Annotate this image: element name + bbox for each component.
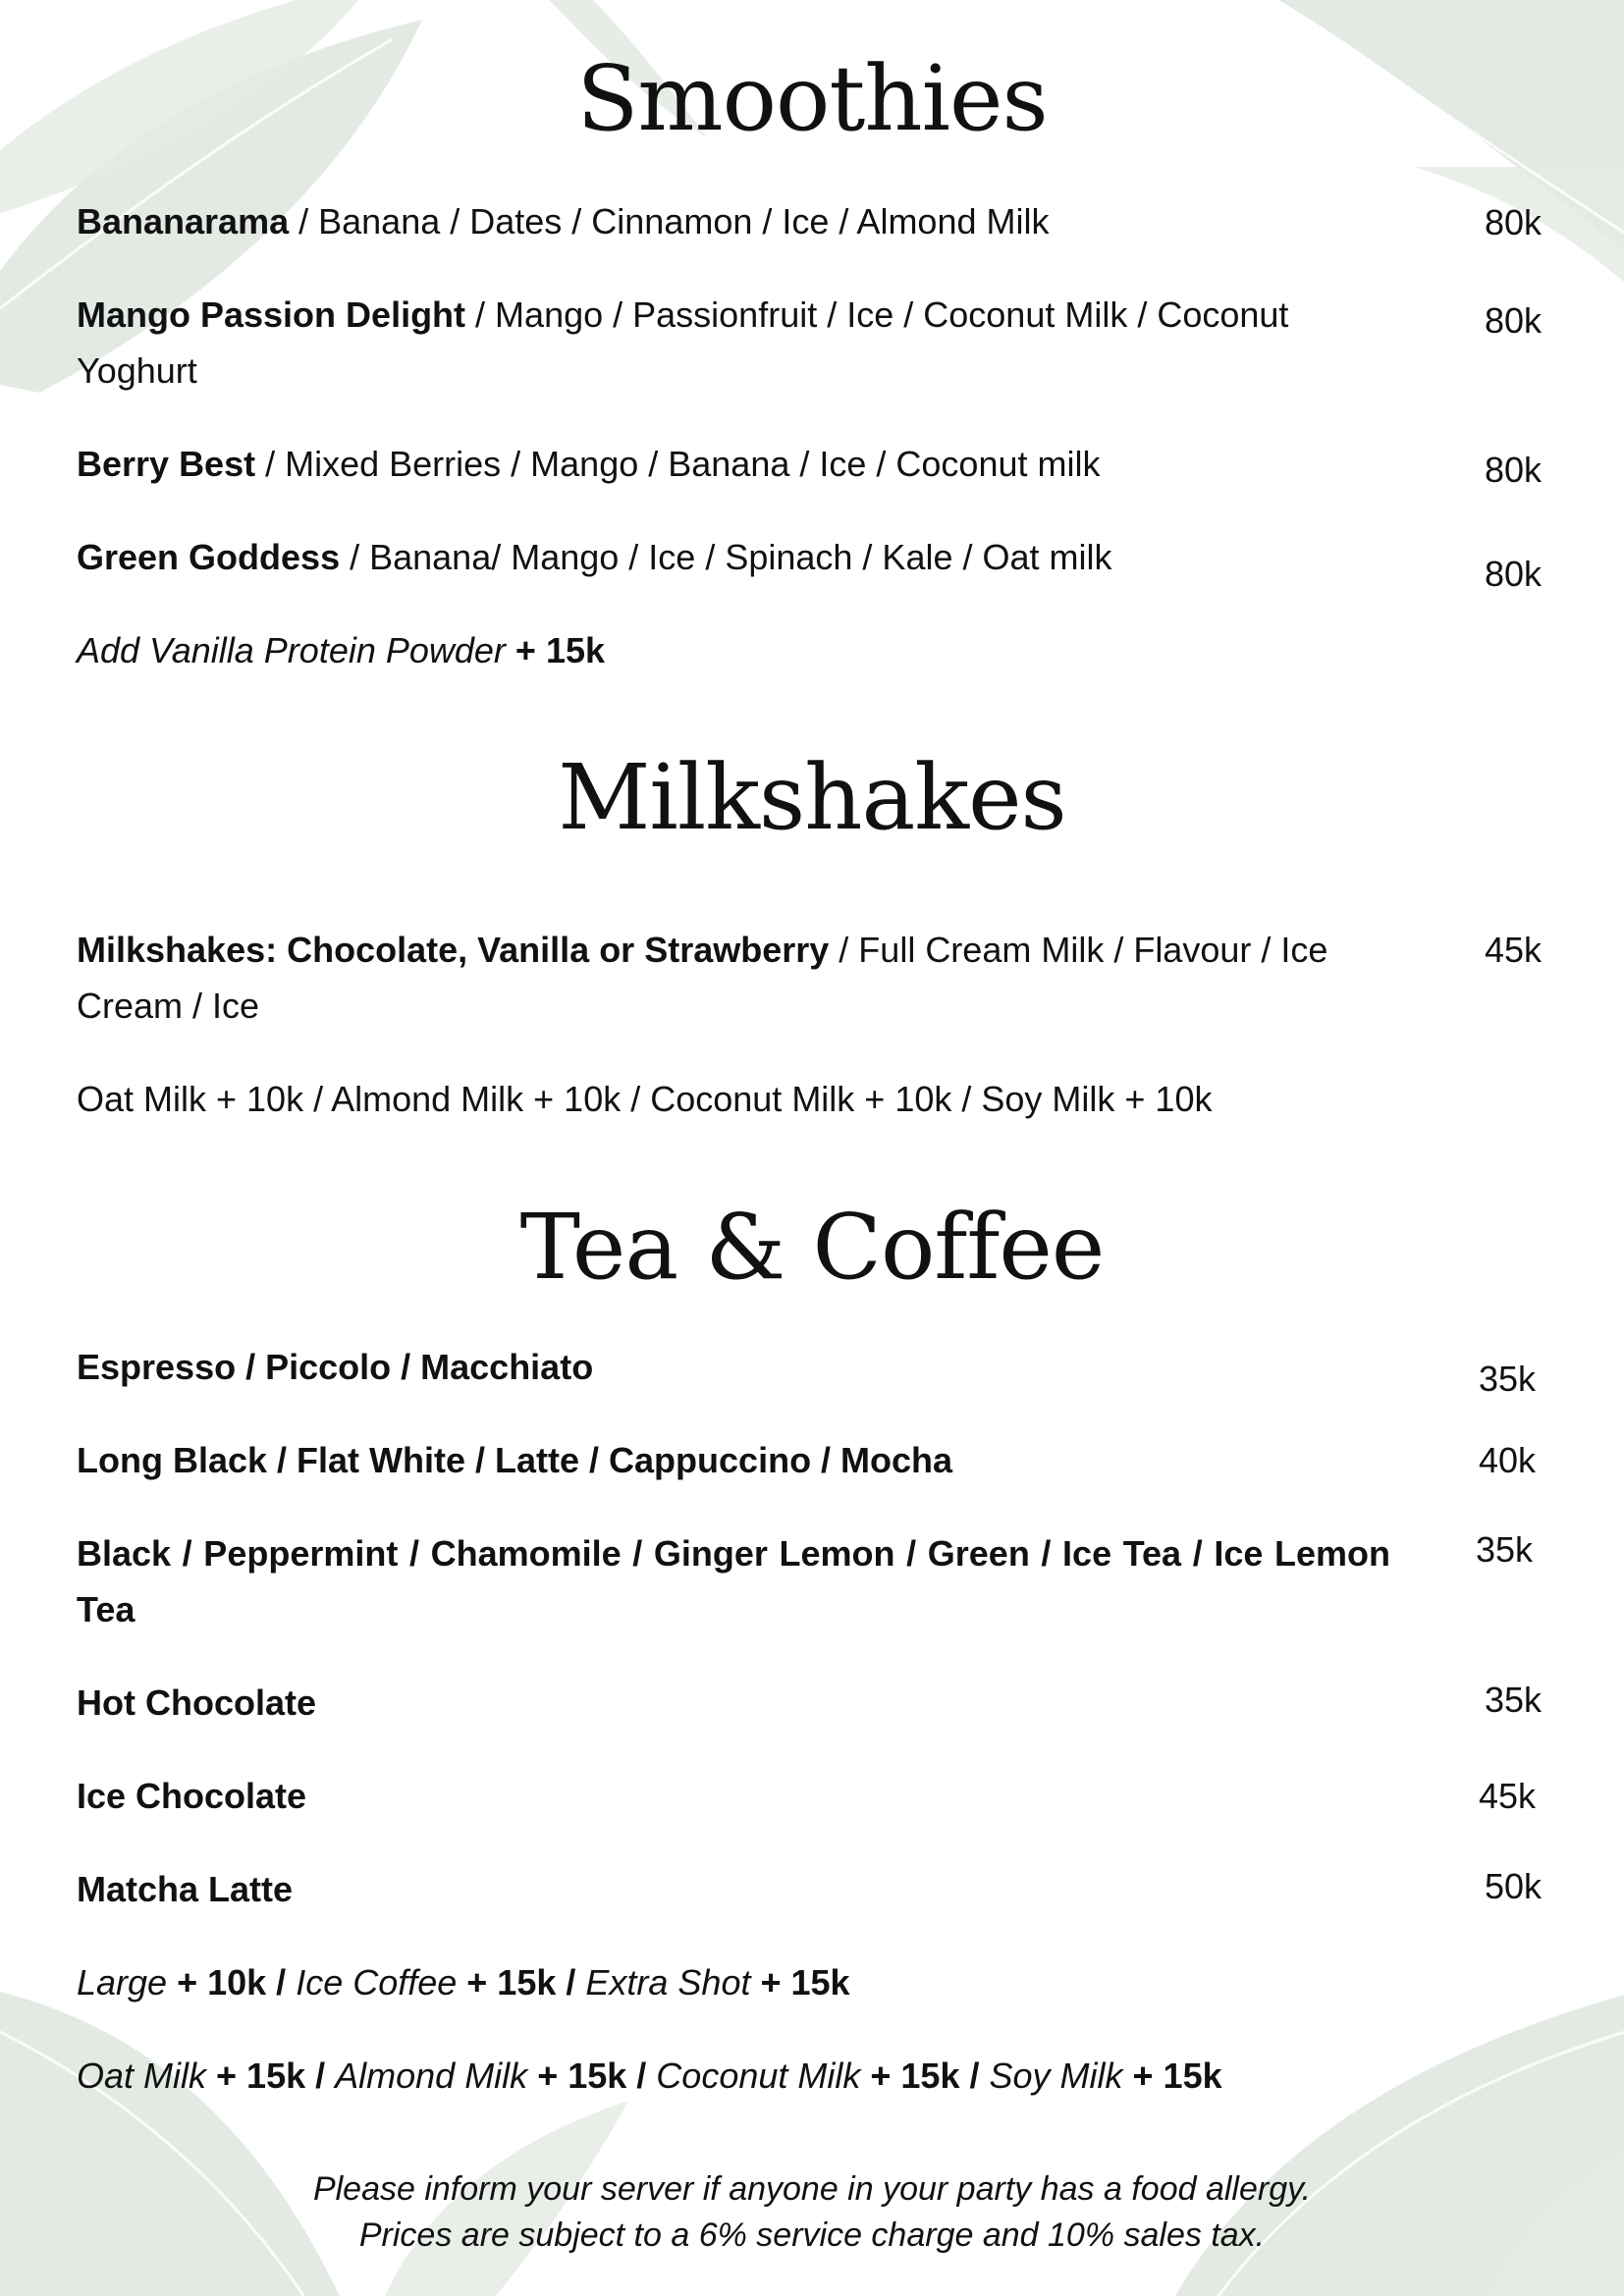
item-price: 80k [1484, 554, 1542, 594]
milk-price: + 15k / [860, 2056, 990, 2096]
item-name: Ice Chocolate [77, 1776, 307, 1816]
extra-label: Ice Coffee [296, 1962, 458, 2002]
item-name: Bananarama [77, 201, 290, 241]
coffee-extras [77, 1954, 1451, 2010]
item-price: 35k [1484, 1680, 1542, 1720]
milk-price: + 15k [1122, 2056, 1222, 2096]
item-price: 45k [1484, 930, 1542, 970]
item-desc: / Mango / Passionfruit / Ice / Coconut Milk / Coconut Yoghurt [77, 294, 1289, 391]
milkshakes-title: Milkshakes [558, 745, 1066, 850]
item-price: 35k [1478, 1359, 1536, 1399]
item-price: 35k [1475, 1529, 1533, 1570]
tax-notice: Prices are subject to a 6% service charge and 10% sales tax. [358, 2216, 1266, 2254]
menu-item-berry-best [77, 436, 1392, 492]
item-name: Espresso / Piccolo / Macchiato [77, 1347, 594, 1387]
menu-item-mango-passion-delight [77, 287, 1412, 399]
coffee-milk-extras [77, 2048, 1451, 2104]
addon-label: Add Vanilla Protein Powder [77, 630, 506, 670]
protein-addon [77, 622, 1451, 678]
milk-price: + 15k / [527, 2056, 657, 2096]
item-name: Long Black / Flat White / Latte / Cappuccino / Mocha [77, 1440, 953, 1480]
menu-item-ice-chocolate [77, 1768, 1392, 1824]
tea-coffee-title: Tea & Coffee [519, 1195, 1105, 1300]
item-price: 80k [1484, 202, 1542, 242]
menu-item-green-goddess [77, 529, 1392, 585]
menu-item-bananarama [77, 193, 1392, 249]
item-name: Milkshakes: Chocolate, Vanilla or Strawberry [77, 930, 830, 970]
milk-options: Oat Milk + 10k / Almond Milk + 10k / Coconut Milk + 10k / Soy Milk + 10k [77, 1079, 1213, 1119]
item-desc: / Banana/ Mango / Ice / Spinach / Kale / Oat milk [340, 537, 1112, 577]
milk-label: Coconut Milk [656, 2056, 861, 2096]
item-price: 40k [1478, 1440, 1536, 1480]
item-name: Mango Passion Delight [77, 294, 466, 335]
menu-item-matcha-latte [77, 1861, 1392, 1917]
item-price: 80k [1484, 300, 1542, 341]
item-desc: / Banana / Dates / Cinnamon / Ice / Almond Milk [289, 201, 1050, 241]
extra-price: + 15k / [457, 1962, 586, 2002]
smoothies-title: Smoothies [576, 46, 1048, 151]
milk-price: + 15k / [206, 2056, 336, 2096]
menu-item-milkshakes [77, 922, 1404, 1034]
extra-price: + 10k / [167, 1962, 297, 2002]
item-desc: / Full Cream Milk / Flavour / Ice Cream / Ice [77, 930, 1328, 1026]
item-price: 50k [1484, 1866, 1542, 1906]
extra-label: Large [77, 1962, 168, 2002]
item-name: Black / Peppermint / Chamomile / Ginger Lemon / Green / Ice Tea / Ice Lemon Tea [77, 1533, 1390, 1629]
item-price: 80k [1484, 450, 1542, 490]
item-name: Green Goddess [77, 537, 341, 577]
milk-label: Almond Milk [335, 2056, 528, 2096]
item-name: Matcha Latte [77, 1869, 294, 1909]
addon-price: + 15k [505, 630, 606, 670]
menu-item-hot-chocolate [77, 1675, 1392, 1731]
menu-item-espresso [77, 1339, 1392, 1395]
extra-price: + 15k [750, 1962, 850, 2002]
milk-label: Soy Milk [989, 2056, 1123, 2096]
extra-label: Extra Shot [585, 1962, 751, 2002]
menu-item-tea [77, 1525, 1390, 1637]
item-price: 45k [1478, 1776, 1536, 1816]
item-name: Hot Chocolate [77, 1682, 317, 1723]
item-desc: / Mixed Berries / Mango / Banana / Ice / Coconut milk [255, 444, 1101, 484]
menu-item-long-black [77, 1432, 1392, 1488]
milk-label: Oat Milk [77, 2056, 207, 2096]
allergy-notice: Please inform your server if anyone in your party has a food allergy. [312, 2170, 1312, 2208]
item-name: Berry Best [77, 444, 256, 484]
